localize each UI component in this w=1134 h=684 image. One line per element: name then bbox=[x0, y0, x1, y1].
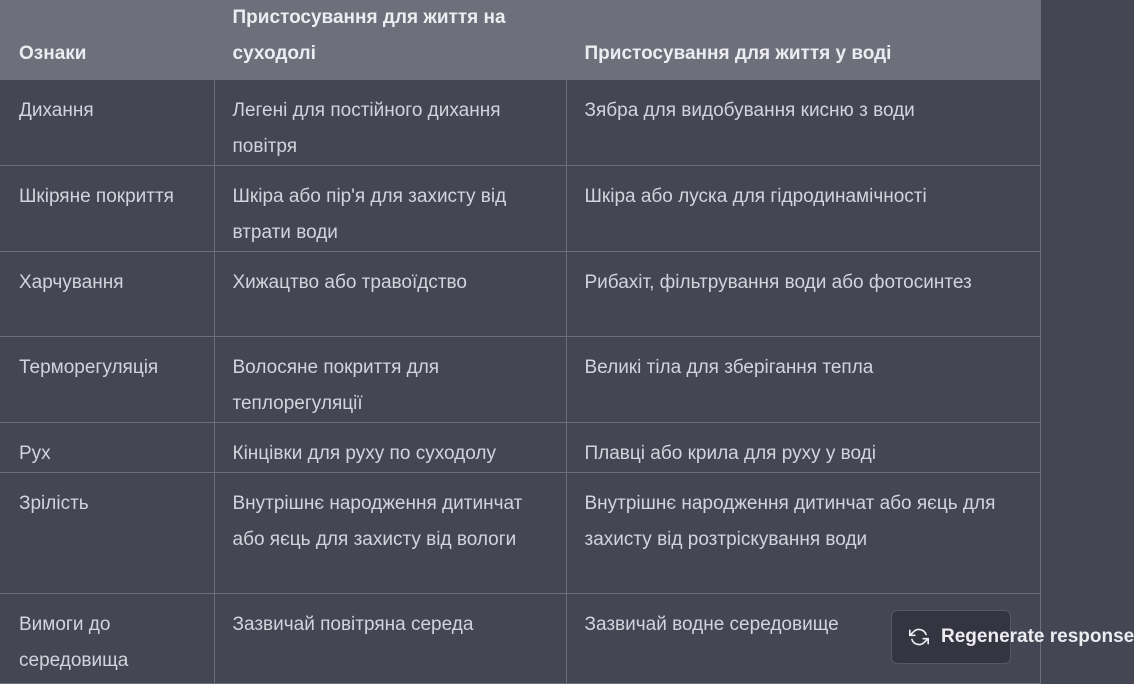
table-row bbox=[0, 473, 1040, 594]
table-cell: Плавці або крила для руху у воді bbox=[566, 423, 1040, 473]
column-header-land-adaptations: Пристосування для життя на суходолі bbox=[214, 0, 566, 80]
table-cell: Рибахіт, фільтрування води або фотосинтез bbox=[566, 252, 1040, 337]
table-row bbox=[0, 594, 1040, 684]
table-cell: Легені для постійного дихання повітря bbox=[214, 80, 566, 166]
table-cell: Зазвичай повітряна середа bbox=[214, 594, 566, 684]
table-cell: Кінцівки для руху по суходолу bbox=[214, 423, 566, 473]
table-cell: Харчування bbox=[0, 252, 214, 337]
table-cell: Шкіряне покриття bbox=[0, 166, 214, 252]
table-cell: Зазвичай водне середовище bbox=[566, 594, 1040, 684]
column-header-feature: Ознаки bbox=[0, 0, 214, 80]
table-row bbox=[0, 166, 1040, 252]
table-cell: Внутрішнє народження дитинчат або яєць для захисту від розтріскування води bbox=[566, 473, 1040, 594]
table-cell: Хижацтво або травоїдство bbox=[214, 252, 566, 337]
table-cell: Зрілість bbox=[0, 473, 214, 594]
table-cell: Дихання bbox=[0, 80, 214, 166]
table-header-row bbox=[0, 0, 1040, 80]
column-header-water-adaptations: Пристосування для життя у воді bbox=[566, 0, 1040, 80]
regenerate-button-label: Regenerate response bbox=[941, 626, 1134, 647]
table-cell: Внутрішнє народження дитинчат або яєць для захисту від вологи bbox=[214, 473, 566, 594]
table-cell: Терморегуляція bbox=[0, 337, 214, 423]
regenerate-response-button[interactable] bbox=[891, 610, 1134, 664]
table-row bbox=[0, 80, 1040, 166]
table-cell: Зябра для видобування кисню з води bbox=[566, 80, 1040, 166]
table-cell: Волосяне покриття для теплорегуляції bbox=[214, 337, 566, 423]
table-row bbox=[0, 423, 1040, 473]
table-cell: Великі тіла для зберігання тепла bbox=[566, 337, 1040, 423]
table-row bbox=[0, 252, 1040, 337]
table-cell: Шкіра або пір'я для захисту від втрати води bbox=[214, 166, 566, 252]
table-row bbox=[0, 337, 1040, 423]
table-cell: Шкіра або луска для гідродинамічності bbox=[566, 166, 1040, 252]
table-cell: Вимоги до середовища bbox=[0, 594, 214, 684]
refresh-icon bbox=[909, 627, 929, 647]
table-cell: Рух bbox=[0, 423, 214, 473]
